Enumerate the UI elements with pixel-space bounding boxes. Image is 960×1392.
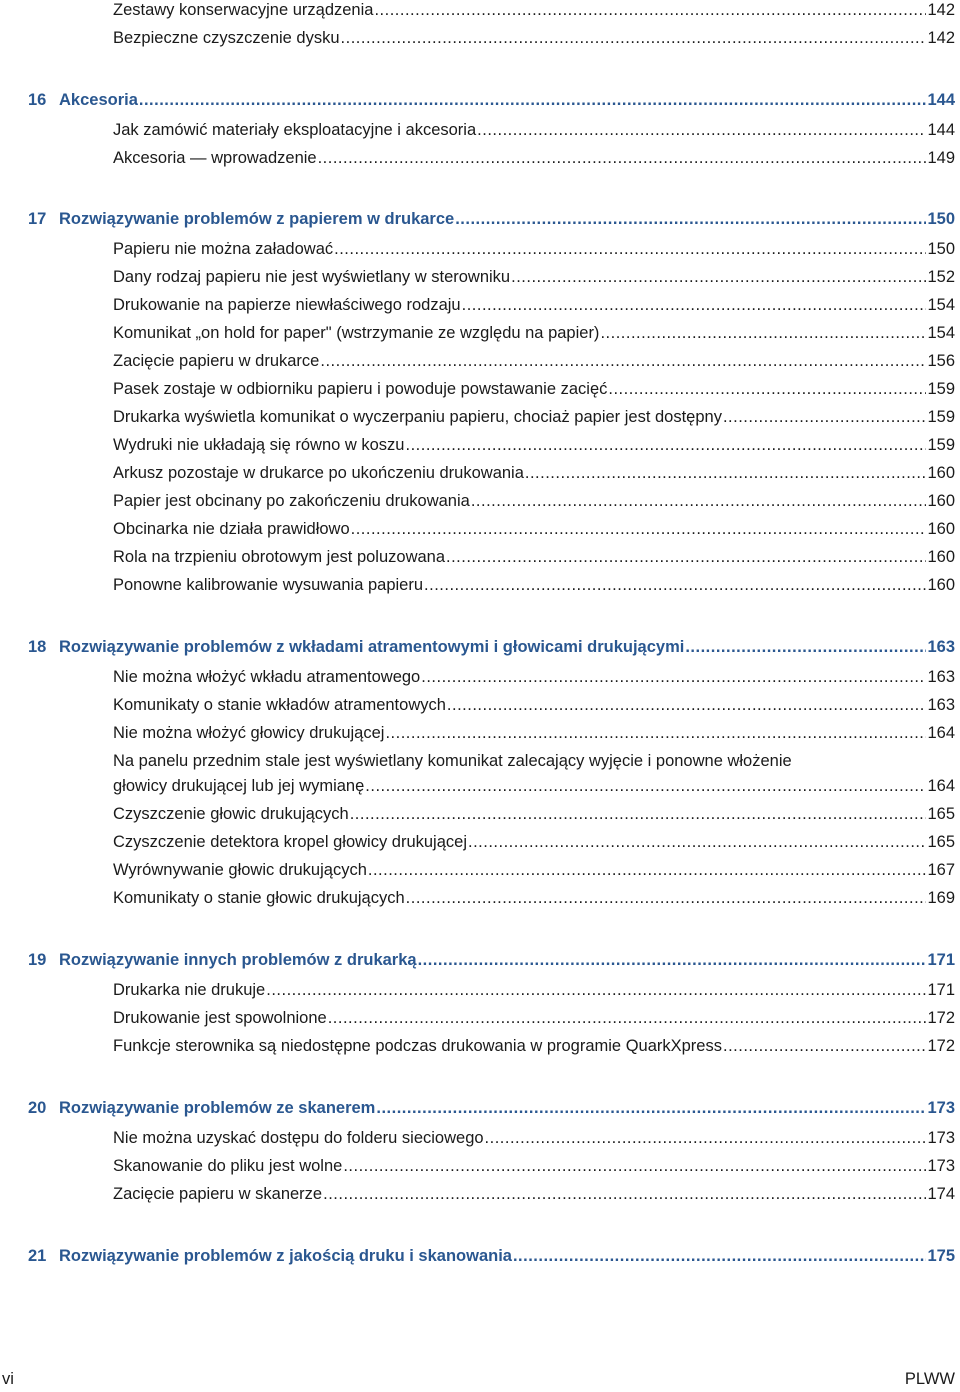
toc-entry-title: Komunikaty o stanie głowic drukujących bbox=[113, 889, 405, 907]
toc-entry-page: 160 bbox=[927, 464, 955, 482]
toc-entry[interactable] bbox=[113, 571, 955, 599]
page-footer bbox=[0, 1370, 960, 1392]
chapter-title: Rozwiązywanie problemów z wkładami atramentowymi i głowicami drukującymi bbox=[59, 638, 685, 656]
toc-entry-page: 159 bbox=[927, 436, 955, 454]
toc-entry[interactable] bbox=[113, 487, 955, 515]
toc-entry-title: Rola na trzpieniu obrotowym jest poluzowana bbox=[113, 548, 446, 566]
chapter-title: Akcesoria bbox=[59, 91, 138, 109]
toc-entry-page: 154 bbox=[927, 296, 955, 314]
toc-entry-title: Jak zamówić materiały eksploatacyjne i akcesoria bbox=[113, 121, 477, 139]
toc-entry-title: Obcinarka nie działa prawidłowo bbox=[113, 520, 350, 538]
toc-entry-page: 159 bbox=[927, 380, 955, 398]
toc-entry-title: Wyrównywanie głowic drukujących bbox=[113, 861, 367, 879]
leader-dots bbox=[723, 1032, 926, 1060]
toc-entry[interactable] bbox=[113, 1180, 955, 1208]
toc-entry-title: Zestawy konserwacyjne urządzenia bbox=[113, 1, 374, 19]
toc-entry[interactable] bbox=[113, 403, 955, 431]
toc-entry-title: Arkusz pozostaje w drukarce po ukończeniu drukowania bbox=[113, 464, 524, 482]
leader-dots bbox=[600, 319, 926, 347]
toc-entry-page: 165 bbox=[927, 833, 955, 851]
toc-entry-title: Pasek zostaje w odbiorniku papieru i powoduje powstawanie zacięć bbox=[113, 380, 608, 398]
toc-entry-title: Drukowanie jest spowolnione bbox=[113, 1009, 327, 1027]
locale-code: PLWW bbox=[904, 1370, 955, 1388]
toc-entry[interactable] bbox=[113, 663, 955, 691]
toc-entry[interactable] bbox=[113, 24, 955, 52]
chapter-page: 144 bbox=[927, 91, 955, 109]
leader-dots bbox=[513, 1242, 927, 1270]
toc-entry-page: 173 bbox=[927, 1157, 955, 1175]
toc-entry[interactable] bbox=[113, 515, 955, 543]
toc-entry-page: 149 bbox=[927, 149, 955, 167]
toc-entry[interactable] bbox=[113, 749, 955, 801]
chapter-number: 20 bbox=[28, 1099, 47, 1117]
toc-entry-title: Czyszczenie detektora kropel głowicy drukującej bbox=[113, 833, 467, 851]
toc-entry[interactable] bbox=[113, 828, 955, 856]
toc-entry-page: 152 bbox=[927, 268, 955, 286]
leader-dots bbox=[376, 1094, 926, 1122]
leader-dots bbox=[462, 291, 927, 319]
toc-chapter[interactable] bbox=[28, 86, 955, 114]
leader-dots bbox=[723, 403, 927, 431]
toc-entry[interactable] bbox=[113, 976, 955, 1004]
toc-entry-title: Drukarka nie drukuje bbox=[113, 981, 266, 999]
toc-entry-page: 169 bbox=[927, 889, 955, 907]
leader-dots bbox=[334, 235, 926, 263]
toc-entry-page: 164 bbox=[927, 777, 955, 795]
toc-entry[interactable] bbox=[113, 543, 955, 571]
toc-entry-page: 144 bbox=[927, 121, 955, 139]
toc-entry[interactable] bbox=[113, 884, 955, 912]
leader-dots bbox=[368, 856, 927, 884]
leader-dots bbox=[323, 1180, 926, 1208]
toc-entry-page: 173 bbox=[927, 1129, 955, 1147]
toc-entry-page: 142 bbox=[927, 29, 955, 47]
toc-entry[interactable] bbox=[113, 800, 955, 828]
chapter-number: 18 bbox=[28, 638, 47, 656]
toc-entry[interactable] bbox=[113, 1004, 955, 1032]
toc-entry[interactable] bbox=[113, 263, 955, 291]
toc-entry-page: 167 bbox=[927, 861, 955, 879]
chapter-number: 16 bbox=[28, 91, 47, 109]
leader-dots bbox=[343, 1152, 926, 1180]
leader-dots bbox=[485, 1124, 927, 1152]
toc-chapter[interactable] bbox=[28, 946, 955, 974]
toc-entry-title: Akcesoria — wprowadzenie bbox=[113, 149, 317, 167]
toc-entry-title: Funkcje sterownika są niedostępne podczas drukowania w programie QuarkXpress bbox=[113, 1037, 722, 1055]
leader-dots bbox=[351, 515, 927, 543]
chapter-title: Rozwiązywanie problemów z jakością druku i skanowania bbox=[59, 1247, 512, 1265]
chapter-page: 163 bbox=[927, 638, 955, 656]
toc-entry-page: 160 bbox=[927, 520, 955, 538]
leader-dots bbox=[511, 263, 926, 291]
chapter-title: Rozwiązywanie problemów z papierem w drukarce bbox=[59, 210, 455, 228]
toc-entry[interactable] bbox=[113, 375, 955, 403]
toc-entry[interactable] bbox=[113, 0, 955, 24]
toc-entry-title: Czyszczenie głowic drukujących bbox=[113, 805, 349, 823]
chapter-title: Rozwiązywanie innych problemów z drukarką bbox=[59, 951, 417, 969]
toc-entry-title: Komunikaty o stanie wkładów atramentowych bbox=[113, 696, 446, 714]
toc-entry-title: głowicy drukującej lub jej wymianę bbox=[113, 777, 365, 795]
toc-entry[interactable] bbox=[113, 319, 955, 347]
toc-entry-title: Nie można uzyskać dostępu do folderu sieciowego bbox=[113, 1129, 484, 1147]
leader-dots bbox=[525, 459, 927, 487]
toc-entry-page: 150 bbox=[927, 240, 955, 258]
toc-entry-page: 172 bbox=[927, 1037, 955, 1055]
leader-dots bbox=[447, 691, 927, 719]
leader-dots bbox=[406, 884, 927, 912]
toc-entry[interactable] bbox=[113, 856, 955, 884]
toc-chapter[interactable] bbox=[28, 1094, 955, 1122]
leader-dots bbox=[685, 633, 926, 661]
leader-dots bbox=[424, 571, 926, 599]
chapter-page: 171 bbox=[927, 951, 955, 969]
leader-dots bbox=[405, 431, 926, 459]
toc-entry-page: 164 bbox=[927, 724, 955, 742]
chapter-page: 150 bbox=[927, 210, 955, 228]
toc-entry[interactable] bbox=[113, 1152, 955, 1180]
toc-entry-title: Papier jest obcinany po zakończeniu drukowania bbox=[113, 492, 470, 510]
leader-dots bbox=[418, 946, 927, 974]
leader-dots bbox=[318, 144, 927, 172]
chapter-number: 21 bbox=[28, 1247, 47, 1265]
toc-entry[interactable] bbox=[113, 431, 955, 459]
toc-entry[interactable] bbox=[113, 691, 955, 719]
toc-entry-title: Bezpieczne czyszczenie dysku bbox=[113, 29, 340, 47]
toc-entry[interactable] bbox=[113, 1124, 955, 1152]
leader-dots bbox=[328, 1004, 927, 1032]
toc-entry-title: Wydruki nie układają się równo w koszu bbox=[113, 436, 405, 454]
toc-chapter[interactable] bbox=[28, 205, 955, 233]
chapter-number: 17 bbox=[28, 210, 47, 228]
toc-entry-page: 160 bbox=[927, 548, 955, 566]
chapter-page: 173 bbox=[927, 1099, 955, 1117]
chapter-title: Rozwiązywanie problemów ze skanerem bbox=[59, 1099, 376, 1117]
toc-entry-title: Drukarka wyświetla komunikat o wyczerpaniu papieru, chociaż papier jest dostępny bbox=[113, 408, 722, 426]
toc-entry-title: Drukowanie na papierze niewłaściwego rodzaju bbox=[113, 296, 461, 314]
toc-entry[interactable] bbox=[113, 347, 955, 375]
toc-entry-title: Komunikat „on hold for paper" (wstrzymanie ze względu na papier) bbox=[113, 324, 600, 342]
leader-dots bbox=[477, 116, 926, 144]
toc-entry-title: Dany rodzaj papieru nie jest wyświetlany w sterowniku bbox=[113, 268, 511, 286]
leader-dots bbox=[446, 543, 926, 571]
leader-dots bbox=[608, 375, 926, 403]
leader-dots bbox=[385, 719, 926, 747]
toc-entry[interactable] bbox=[113, 235, 955, 263]
toc-entry[interactable] bbox=[113, 291, 955, 319]
page-number: vi bbox=[2, 1370, 14, 1388]
leader-dots bbox=[455, 205, 926, 233]
toc-entry-page: 174 bbox=[927, 1185, 955, 1203]
toc-entry[interactable] bbox=[113, 116, 955, 144]
toc-entry[interactable] bbox=[113, 719, 955, 747]
leader-dots bbox=[266, 976, 926, 1004]
chapter-number: 19 bbox=[28, 951, 47, 969]
toc-entry-page: 142 bbox=[927, 1, 955, 19]
toc-entry-page: 154 bbox=[927, 324, 955, 342]
leader-dots bbox=[471, 487, 927, 515]
toc-entry[interactable] bbox=[113, 1032, 955, 1060]
toc-entry-title: Papieru nie można załadować bbox=[113, 240, 334, 258]
toc-entry-page: 171 bbox=[927, 981, 955, 999]
toc-entry-title: Zacięcie papieru w skanerze bbox=[113, 1185, 323, 1203]
leader-dots bbox=[350, 800, 927, 828]
toc-entry[interactable] bbox=[113, 144, 955, 172]
toc-entry-page: 160 bbox=[927, 576, 955, 594]
toc-entry-page: 163 bbox=[927, 696, 955, 714]
toc-entry-title: Skanowanie do pliku jest wolne bbox=[113, 1157, 343, 1175]
toc-entry-page: 156 bbox=[927, 352, 955, 370]
toc-chapter[interactable] bbox=[28, 1242, 955, 1270]
leader-dots bbox=[365, 774, 926, 799]
toc-entry-page: 165 bbox=[927, 805, 955, 823]
toc-entry-page: 172 bbox=[927, 1009, 955, 1027]
toc-entry-title: Nie można włożyć głowicy drukującej bbox=[113, 724, 385, 742]
leader-dots bbox=[341, 24, 927, 52]
toc-chapter[interactable] bbox=[28, 633, 955, 661]
toc-entry-page: 160 bbox=[927, 492, 955, 510]
toc-entry-page: 159 bbox=[927, 408, 955, 426]
toc-entry-title: Ponowne kalibrowanie wysuwania papieru bbox=[113, 576, 424, 594]
leader-dots bbox=[421, 663, 926, 691]
toc-entry-line2 bbox=[113, 774, 955, 799]
toc-entry-title: Zacięcie papieru w drukarce bbox=[113, 352, 320, 370]
leader-dots bbox=[468, 828, 926, 856]
chapter-page: 175 bbox=[927, 1247, 955, 1265]
toc-entry-page: 163 bbox=[927, 668, 955, 686]
leader-dots bbox=[374, 0, 926, 24]
toc-entry-title: Nie można włożyć wkładu atramentowego bbox=[113, 668, 421, 686]
toc-entry[interactable] bbox=[113, 459, 955, 487]
leader-dots bbox=[320, 347, 926, 375]
leader-dots bbox=[139, 86, 927, 114]
toc-entry-title-line1: Na panelu przednim stale jest wyświetlany komunikat zalecający wyjęcie i ponowne włożenie bbox=[113, 752, 792, 770]
